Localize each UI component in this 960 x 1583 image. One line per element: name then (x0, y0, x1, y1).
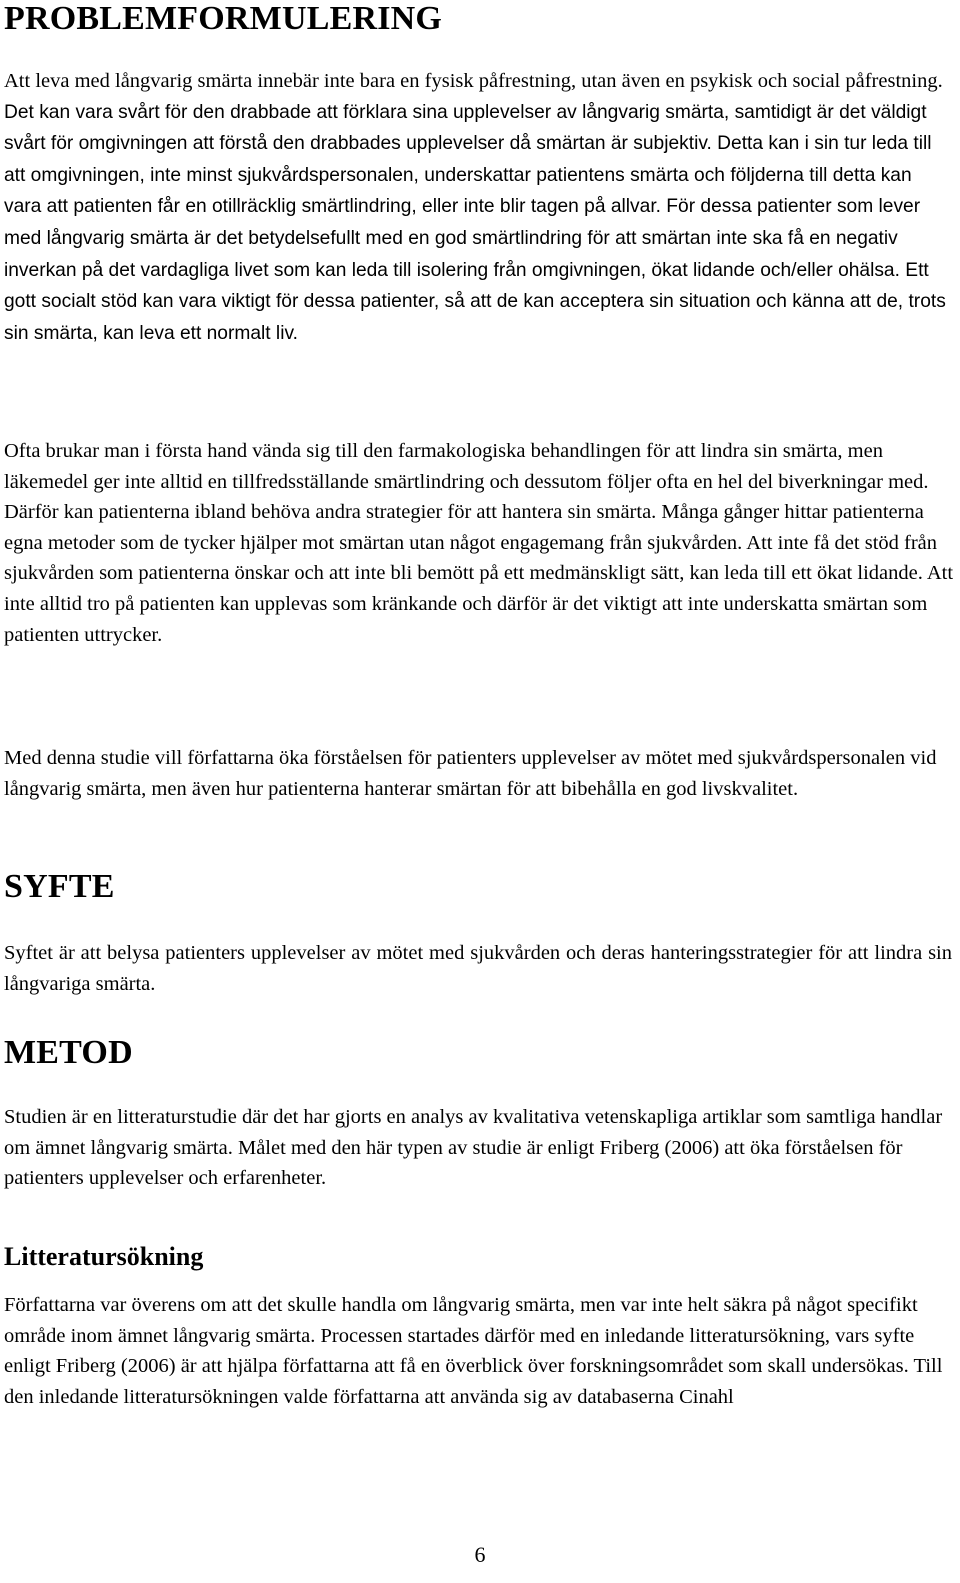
paragraph-problem-3: Med denna studie vill författarna öka förståelsen för patienters upplevelser av mötet med sjukvårdspersonalen vid långvarig smärta, men även hur patienterna hanterar smärtan för att bibehålla en god livskvalitet. (4, 747, 937, 800)
paragraph-problem-2: Ofta brukar man i första hand vända sig till den farmakologiska behandlingen för att lindra sin smärta, men läkemedel ger inte alltid en tillfredsställande smärtlindring och dessutom följer ofta en hel del biverkningar med. Därför kan patienterna ibland behöva andra strategier för att hantera sin smärta. Många gånger hittar patienterna egna metoder som de tycker hjälper mot smärtan utan något engagemang från sjukvården. Att inte få det stöd från sjukvården som patienterna önskar och att inte bli bemött på ett medmänskligt sätt, kan leda till ett ökat lidande. Att inte alltid tro på patienten kan upplevas som kränkande och därför är det viktigt att inte underskatta smärtan som patienten uttrycker. (4, 440, 954, 646)
paragraph-metod: Studien är en litteraturstudie där det har gjorts en analys av kvalitativa vetenskapliga artiklar som samtliga handlar om ämnet långvarig smärta. Målet med den här typen av studie är enligt Friberg (2006) att öka förståelsen för patienters upplevelser och erfarenheter. (4, 1106, 943, 1190)
heading-metod: METOD (4, 1034, 133, 1071)
heading-litteratursokning: Litteratursökning (4, 1242, 204, 1271)
paragraph-problem-1-part1: Att leva med långvarig smärta innebär inte bara en fysisk påfrestning, utan även en psykisk och social påfrestning. (4, 70, 943, 92)
paragraph-problem-1 (4, 66, 954, 349)
paragraph-syfte: Syftet är att belysa patienters upplevelser av mötet med sjukvården och deras hanteringsstrategier för att lindra sin långvariga smärta. (4, 942, 952, 995)
heading-problemformulering: PROBLEMFORMULERING (4, 0, 443, 37)
paragraph-problem-1-part2: Det kan vara svårt för den drabbade att förklara sina upplevelser av långvarig smärta, samtidigt är det väldigt svårt för omgivningen att förstå den drabbades upplevelser då smärtan är subjektiv. (4, 101, 927, 155)
heading-syfte: SYFTE (4, 868, 115, 905)
paragraph-problem-1-part3: Detta kan i sin tur leda till att omgivningen, inte minst sjukvårdspersonalen, underskattar patientens smärta och följderna till detta kan vara att patienten får en otillräcklig smärtlindring, eller inte blir tagen på allvar. För dessa patienter som lever med långvarig smärta är det betydelsefullt med en god smärtlindring för att smärtan inte ska få en negativ inverkan på det vardagliga livet som kan leda till isolering från omgivningen, ökat lidande och/eller ohälsa. Ett gott socialt stöd kan vara viktigt för dessa patienter, så att de kan acceptera sin situation och känna att de, trots sin smärta, kan leva ett normalt liv. (4, 133, 946, 344)
page-number: 6 (474, 1542, 486, 1567)
paragraph-litteratursokning: Författarna var överens om att det skulle handla om långvarig smärta, men var inte helt säkra på något specifikt område inom ämnet långvarig smärta. Processen startades därför med en inledande litteratursökning, vars syfte enligt Friberg (2006) är att hjälpa författarna att få en överblick över forskningsområdet som skall undersökas. Till den inledande litteratursökningen valde författarna att använda sig av databaserna Cinahl (4, 1294, 943, 1408)
